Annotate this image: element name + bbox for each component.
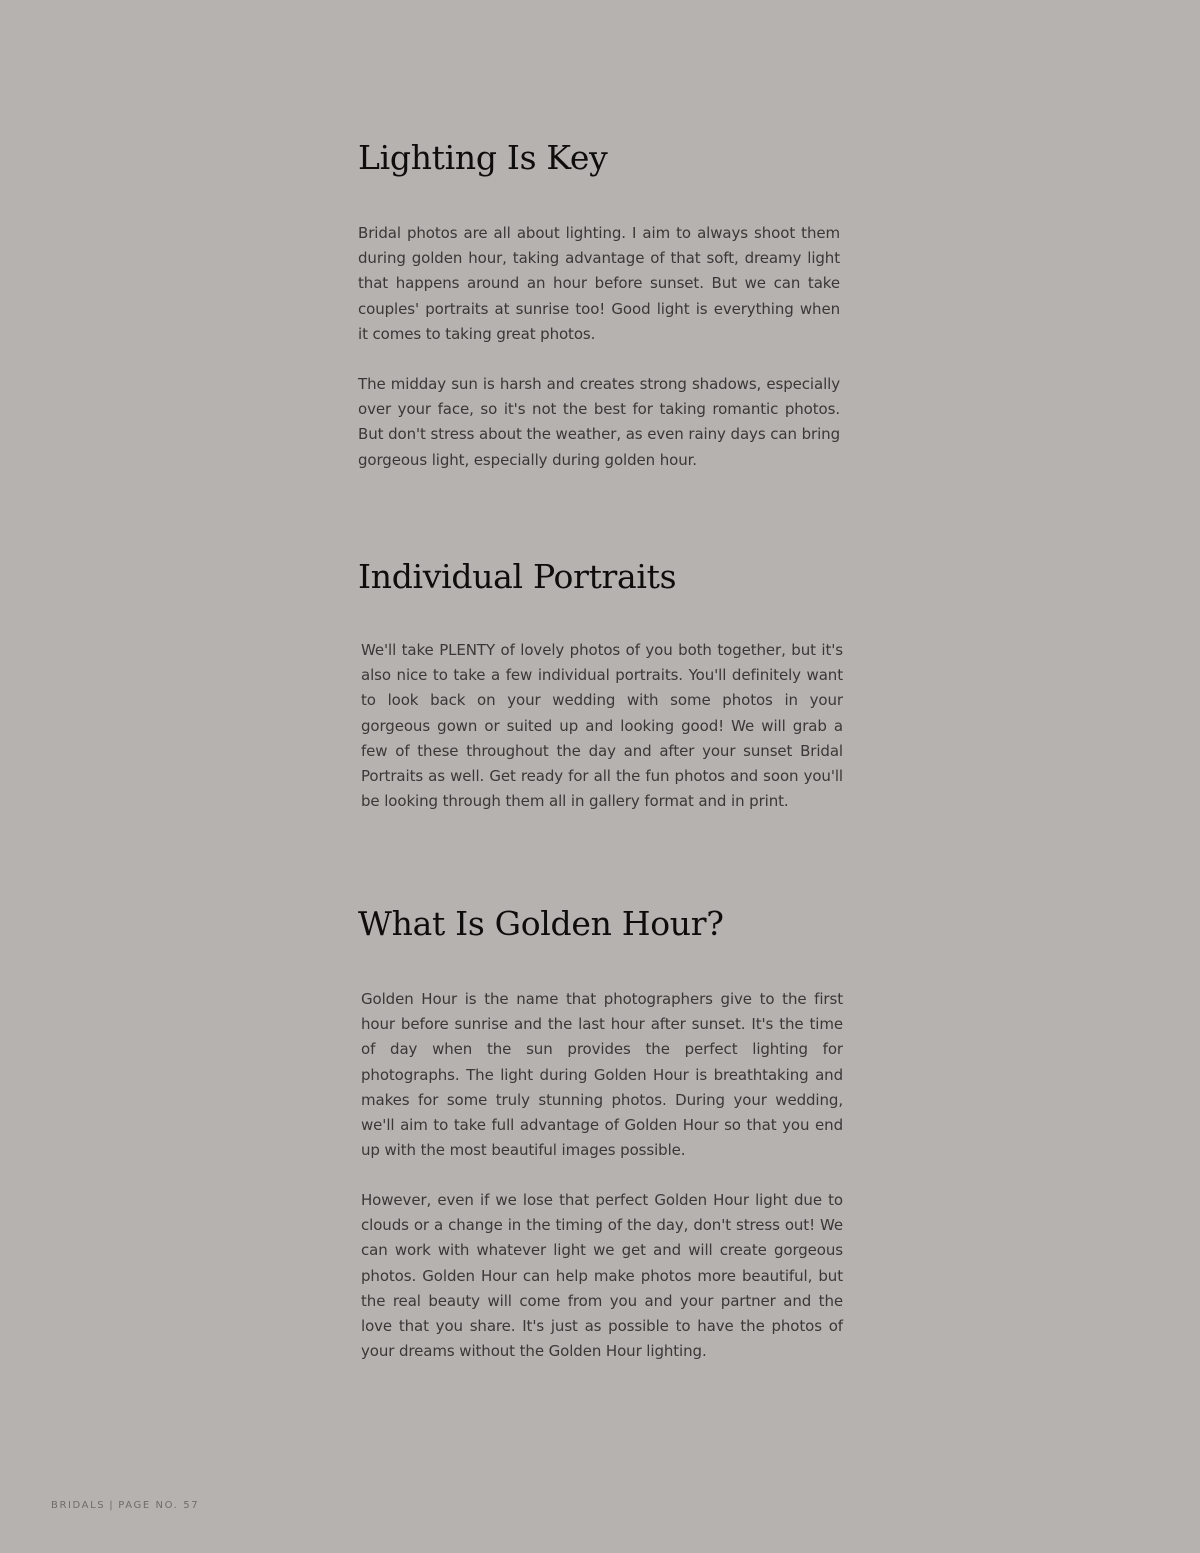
page-footer <box>51 1500 199 1511</box>
section-what-is-golden-hour <box>358 904 843 1361</box>
footer-separator: | <box>109 1500 115 1511</box>
body-paragraph: Bridal photos are all about lighting. I aim to always shoot them during golden hour, taking advantage of that soft, dreamy light that happens around an hour before sunset. But we can take couples' portraits at sunrise too! Good light is everything when it comes to taking great photos. <box>358 224 840 343</box>
body-paragraph: We'll take PLENTY of lovely photos of you both together, but it's also nice to take a few individual portraits. You'll definitely want to look back on your wedding with some photos in your gorgeous gown or suited up and looking good! We will grab a few of these throughout the day and after your sunset Bridal Portraits as well. Get ready for all the fun photos and soon you'll be looking through them all in gallery format and in print. <box>361 641 843 811</box>
section-lighting-is-key <box>358 138 841 469</box>
body-paragraph: However, even if we lose that perfect Golden Hour light due to clouds or a change in the timing of the day, don't stress out! We can work with whatever light we get and will create gorgeous photos. Golden Hour can help make photos more beautiful, but the real beauty will come from you and your partner and the love that you share. It's just as possible to have the photos of your dreams without the Golden Hour lighting. <box>361 1191 843 1361</box>
footer-page-number: PAGE NO. 57 <box>118 1500 200 1511</box>
section-individual-portraits <box>358 557 843 811</box>
section-heading: Lighting Is Key <box>358 138 608 177</box>
section-heading: Individual Portraits <box>358 557 677 596</box>
body-paragraph: The midday sun is harsh and creates strong shadows, especially over your face, so it's not the best for taking romantic photos. But don't stress about the weather, as even rainy days can bring gorgeous light, especially during golden hour. <box>358 375 840 469</box>
body-paragraph: Golden Hour is the name that photographers give to the first hour before sunrise and the last hour after sunset. It's the time of day when the sun provides the perfect lighting for photographs. The light during Golden Hour is breathtaking and makes for some truly stunning photos. During your wedding, we'll aim to take full advantage of Golden Hour so that you end up with the most beautiful images possible. <box>361 990 843 1160</box>
footer-section-label: BRIDALS <box>51 1500 106 1511</box>
section-heading: What Is Golden Hour? <box>358 904 724 943</box>
